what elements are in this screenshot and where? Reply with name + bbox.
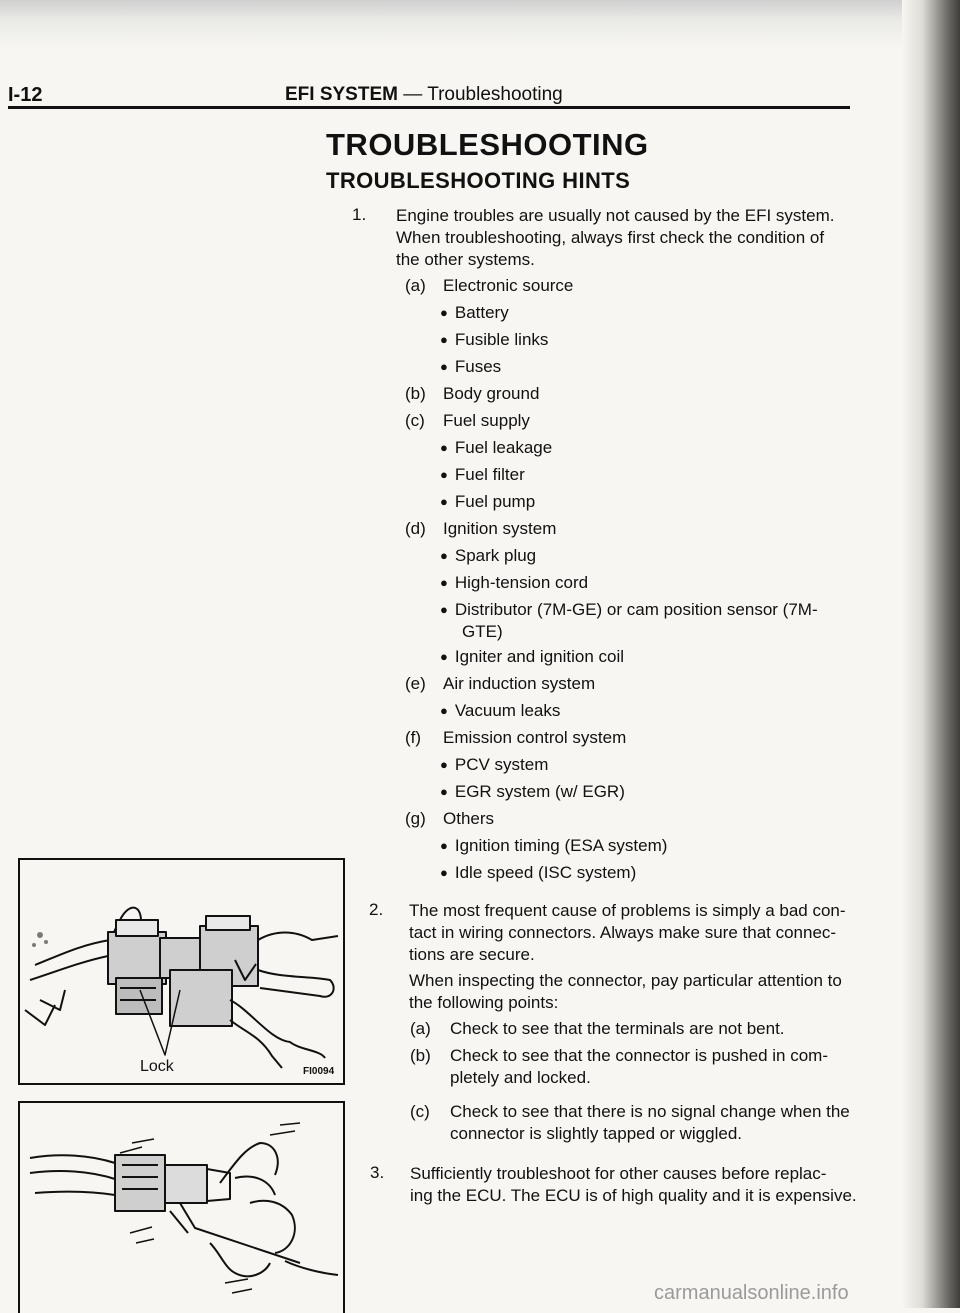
sub-text: Electronic source (443, 276, 574, 295)
header-section: EFI SYSTEM (285, 84, 398, 105)
figure-connector-lock (18, 858, 345, 1085)
bullet-item: ● Fuel filter (440, 464, 525, 486)
bullet-item: ● Fuses (440, 356, 501, 378)
bullet-item: ● Distributor (7M-GE) or cam position sensor (7M- (440, 599, 818, 621)
sub-text: Check to see that the terminals are not bent. (450, 1019, 785, 1038)
running-header (285, 84, 563, 106)
sub-text: pletely and locked. (450, 1068, 591, 1087)
bullet-item: ● Fusible links (440, 329, 548, 351)
bullet-item: ● Igniter and ignition coil (440, 646, 624, 668)
item-text-line: When inspecting the connector, pay particular attention to (409, 971, 842, 990)
figure-connector-tap (18, 1101, 345, 1313)
connector-lock-illustration (20, 860, 343, 1083)
bullet-item: ● Fuel leakage (440, 437, 552, 459)
item-text-line: Sufficiently troubleshoot for other causes before replac- (410, 1164, 827, 1183)
item-number: 2. (369, 900, 384, 919)
bullet-item: ● Battery (440, 302, 509, 324)
item-text-line: the following points: (409, 993, 559, 1012)
item-text-line: The most frequent cause of problems is simply a bad con- (409, 901, 846, 920)
item-text-line: tact in wiring connectors. Always make sure that connec- (409, 923, 837, 942)
sub-text: Fuel supply (443, 411, 530, 430)
figure-code: FI0094 (303, 1066, 335, 1077)
page-number: I-12 (8, 84, 43, 106)
sub-label: (a) (405, 276, 426, 295)
header-subsection: Troubleshooting (427, 84, 563, 105)
sub-text: Ignition system (443, 519, 557, 538)
bullet-item: ● Vacuum leaks (440, 700, 560, 722)
page-title: TROUBLESHOOTING (326, 127, 649, 162)
sub-text: Body ground (443, 384, 540, 403)
sub-text: Emission control system (443, 728, 627, 747)
sub-label: (f) (405, 728, 422, 747)
section-heading: TROUBLESHOOTING HINTS (326, 168, 631, 193)
sub-text: Check to see that there is no signal change when the (450, 1102, 850, 1121)
sub-text: Others (443, 809, 495, 828)
sub-label: (c) (410, 1102, 430, 1121)
sub-label: (d) (405, 519, 426, 538)
bullet-continuation: GTE) (462, 622, 503, 641)
bullet-item: ● High-tension cord (440, 572, 588, 594)
scan-shadow-edge (902, 0, 960, 1308)
bullet-item: ● EGR system (w/ EGR) (440, 781, 625, 803)
bullet-item: ● Spark plug (440, 545, 536, 567)
item-text-line: When troubleshooting, always first check the condition of (396, 228, 825, 247)
scan-shadow-top (0, 0, 960, 48)
connector-tap-illustration (20, 1103, 343, 1313)
bullet-item: ● PCV system (440, 754, 548, 776)
item-text-line: the other systems. (396, 250, 535, 269)
sub-label: (b) (405, 384, 426, 403)
sub-text: Air induction system (443, 674, 596, 693)
lock-label: Lock (140, 1058, 174, 1075)
bullet-item: ● Fuel pump (440, 491, 535, 513)
header-separator: — (397, 84, 428, 105)
sub-label: (g) (405, 809, 426, 828)
item-number: 3. (370, 1163, 385, 1182)
sub-text: connector is slightly tapped or wiggled. (450, 1124, 742, 1143)
item-text-line: Engine troubles are usually not caused by the EFI system. (396, 206, 835, 225)
sub-label: (b) (410, 1046, 431, 1065)
bullet-item: ● Ignition timing (ESA system) (440, 835, 667, 857)
item-text-line: tions are secure. (409, 945, 535, 964)
item-number: 1. (352, 205, 367, 224)
item-text-line: ing the ECU. The ECU is of high quality and it is expensive. (410, 1186, 857, 1205)
sub-text: Check to see that the connector is pushed in com- (450, 1046, 828, 1065)
sub-label: (c) (405, 411, 425, 430)
bullet-item: ● Idle speed (ISC system) (440, 862, 636, 884)
watermark: carmanualsonline.info (654, 1282, 849, 1304)
sub-label: (e) (405, 674, 426, 693)
header-rule (8, 106, 850, 109)
sub-label: (a) (410, 1019, 431, 1038)
